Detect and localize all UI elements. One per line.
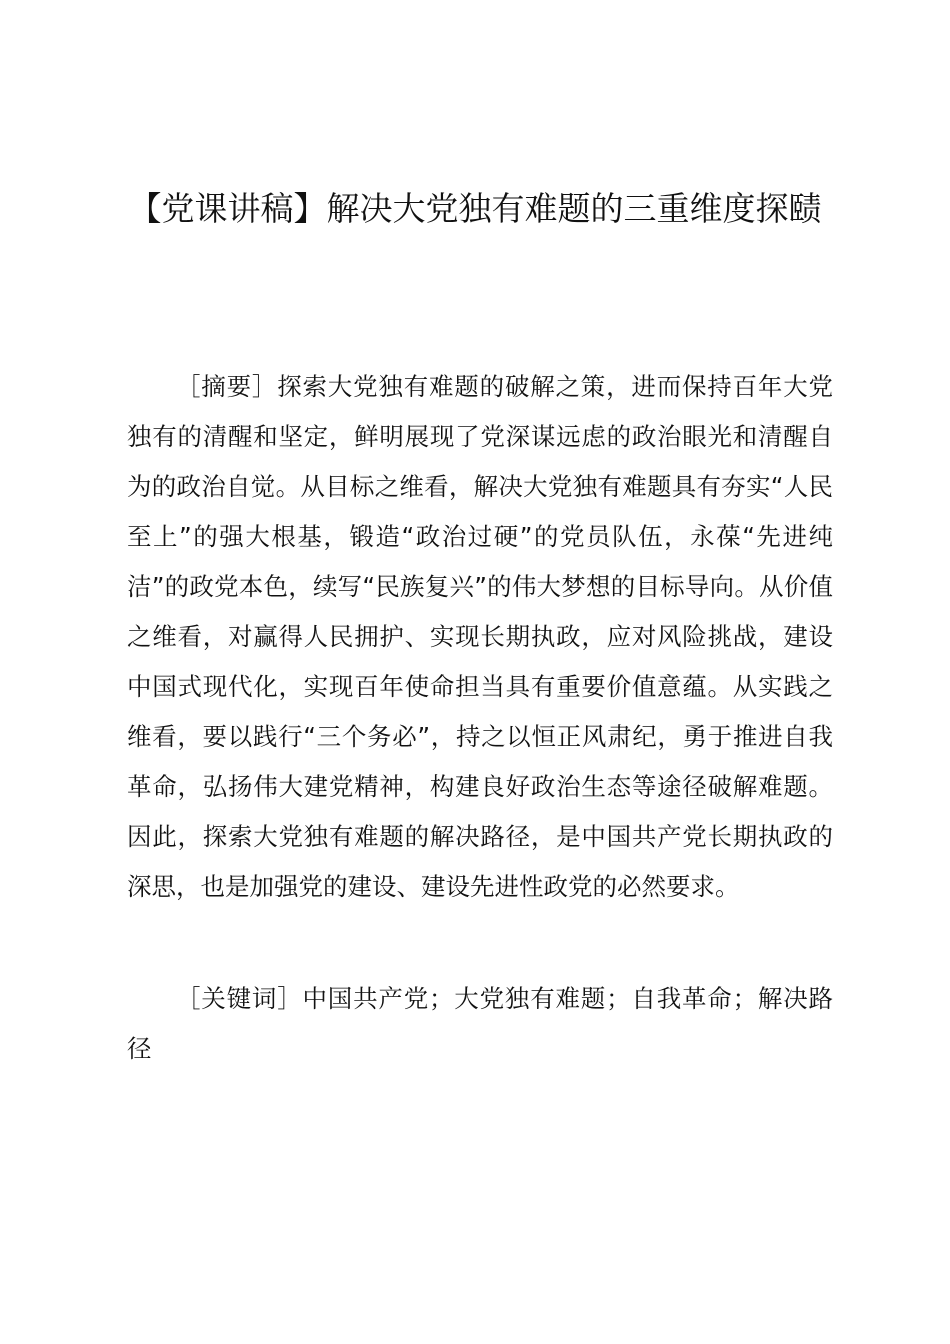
keywords-paragraph	[127, 974, 833, 1074]
keywords-label: ［关键词］	[176, 984, 303, 1013]
abstract-paragraph	[127, 362, 833, 912]
abstract-text: 探索大党独有难题的破解之策，进而保持百年大党独有的清醒和坚定，鲜明展现了党深谋远虑的政治眼光和清醒自为的政治自觉。从目标之维看，解决大党独有难题具有夯实“人民至上”的强大根基，锻造“政治过硬”的党员队伍，永葆“先进纯洁”的政党本色，续写“民族复兴”的伟大梦想的目标导向。从价值之维看，对赢得人民拥护、实现长期执政，应对风险挑战，建设中国式现代化，实现百年使命担当具有重要价值意蕴。从实践之维看，要以践行“三个务必”，持之以恒正风肃纪，勇于推进自我革命，弘扬伟大建党精神，构建良好政治生态等途径破解难题。因此，探索大党独有难题的解决路径，是中国共产党长期执政的深思，也是加强党的建设、建设先进性政党的必然要求。	[127, 372, 834, 901]
keywords-text: 中国共产党；大党独有难题；自我革命；解决路径	[127, 984, 833, 1063]
document-title: 【党课讲稿】解决大党独有难题的三重维度探赜	[128, 189, 822, 228]
abstract-label: ［摘要］	[176, 372, 278, 401]
